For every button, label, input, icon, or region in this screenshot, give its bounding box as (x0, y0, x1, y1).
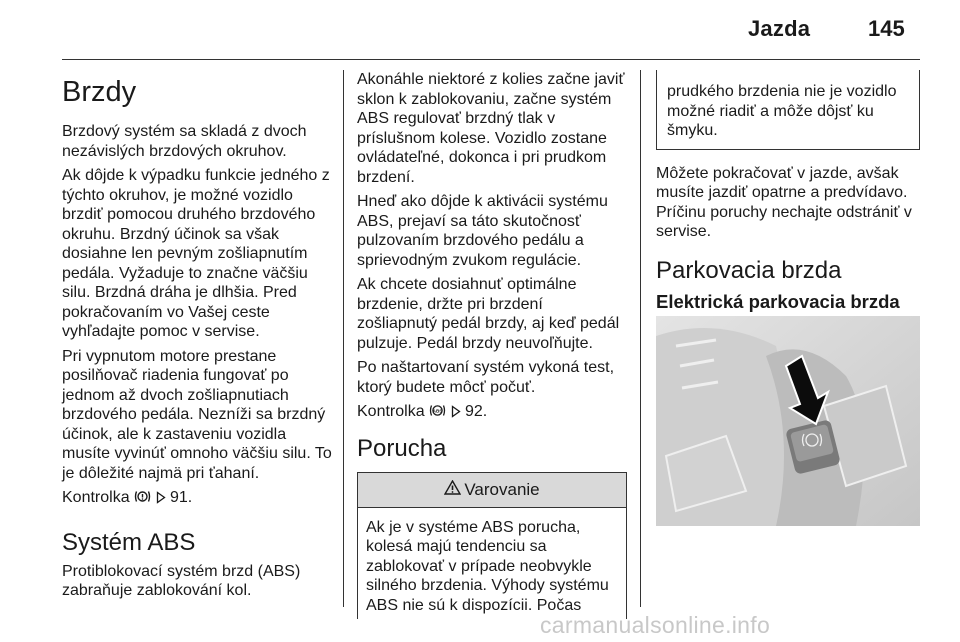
column-2 (357, 70, 627, 619)
heading-fault: Porucha (357, 434, 447, 462)
page-number: 145 (868, 16, 905, 41)
indicator-reference (62, 488, 332, 510)
warning-header (358, 473, 626, 508)
page-ref-icon (156, 490, 166, 510)
heading-abs: Systém ABS (62, 528, 196, 556)
heading-parking-brake: Parkovacia brzda (656, 256, 842, 284)
brake-warning-icon (134, 489, 151, 510)
warning-continuation: prudkého brzdenia nie je vozidlo možné riadiť a môže dôjsť ku šmyku. (656, 70, 920, 150)
page-ref-icon (451, 404, 461, 424)
indicator-label: Kontrolka (62, 489, 130, 506)
section-title: Jazda (748, 16, 811, 41)
indicator-page-ref: 91. (169, 489, 193, 506)
paragraph: Môžete pokračovať v jazde, avšak musíte jazdiť opatrne a predvídavo. Príčinu poruchy nechajte odstrániť v servise. (656, 164, 912, 240)
column-1 (62, 68, 332, 606)
warning-box (357, 472, 627, 620)
abs-warning-icon (429, 403, 446, 424)
heading-electric-parking-brake: Elektrická parkovacia brzda (656, 290, 900, 312)
page-header (0, 0, 960, 62)
warning-text: Ak je v systéme ABS porucha, kolesá majú tendenciu sa zablokovať v prípade neobvykle silného brzdenia. Výhody systému ABS nie sú k dispozícii. Počas (366, 518, 609, 614)
column-divider (343, 70, 344, 607)
paragraph: Pri vypnutom motore prestane posilňovač riadenia fungovať po jednom až dvoch zošliapnutiach brzdového pedála. Nezníži sa brzdný účinok, ale k zastaveniu vozidla musíte vyvinúť omnoho väčšiu silu. To je dôležité najmä pri ťahaní. (62, 347, 332, 482)
indicator-page-ref: 92. (464, 403, 488, 420)
paragraph: Akonáhle niektoré z kolies začne javiť sklon k zablokovaniu, začne systém ABS regulovať brzdný tlak v príslušnom kolese. Vozidlo zostane ovládateľné, dokonca i pri prudkom brzdení. (357, 71, 625, 186)
column-3 (656, 70, 920, 322)
indicator-reference (357, 402, 627, 424)
watermark: carmanualsonline.info (540, 612, 771, 638)
indicator-label: Kontrolka (357, 403, 425, 420)
paragraph: Hneď ako dôjde k aktivácii systému ABS, prejaví sa táto skutočnosť pulzovaním brzdového pedálu a sprievodným zvukom regulácie. (357, 193, 608, 269)
paragraph: Po naštartovaní systém vykoná test, ktorý budete môcť počuť. (357, 359, 615, 396)
paragraph: Ak dôjde k výpadku funkcie jedného z týchto okruhov, je možné vozidlo brzdiť pomocou druhého brzdového okruhu. Brzdný účinok sa však dosiahne len pevným zošliapnutím pedála. Vyžaduje to značne väčšiu silu. Brzdná dráha je dlhšia. Pred pokračovaním vo Vašej ceste vyhľadajte pomoc v servise. (62, 167, 330, 340)
paragraph: Brzdový systém sa skladá z dvoch nezávislých brzdových okruhov. (62, 123, 307, 160)
column-divider (640, 70, 641, 607)
parking-brake-image (656, 316, 920, 526)
paragraph: Protiblokovací systém brzd (ABS) zabraňuje zablokování kol. (62, 562, 301, 599)
svg-text:ABS: ABS (432, 408, 443, 414)
paragraph: Ak chcete dosiahnuť optimálne brzdenie, držte pri brzdení zošliapnutý pedál brzdy, aj keď pedál pulzuje. Pedál brzdy neuvoľňujte. (357, 276, 620, 352)
warning-title: Varovanie (464, 479, 540, 499)
heading-brakes: Brzdy (62, 76, 137, 108)
header-rule (62, 59, 920, 60)
caution-triangle-icon (444, 480, 461, 500)
